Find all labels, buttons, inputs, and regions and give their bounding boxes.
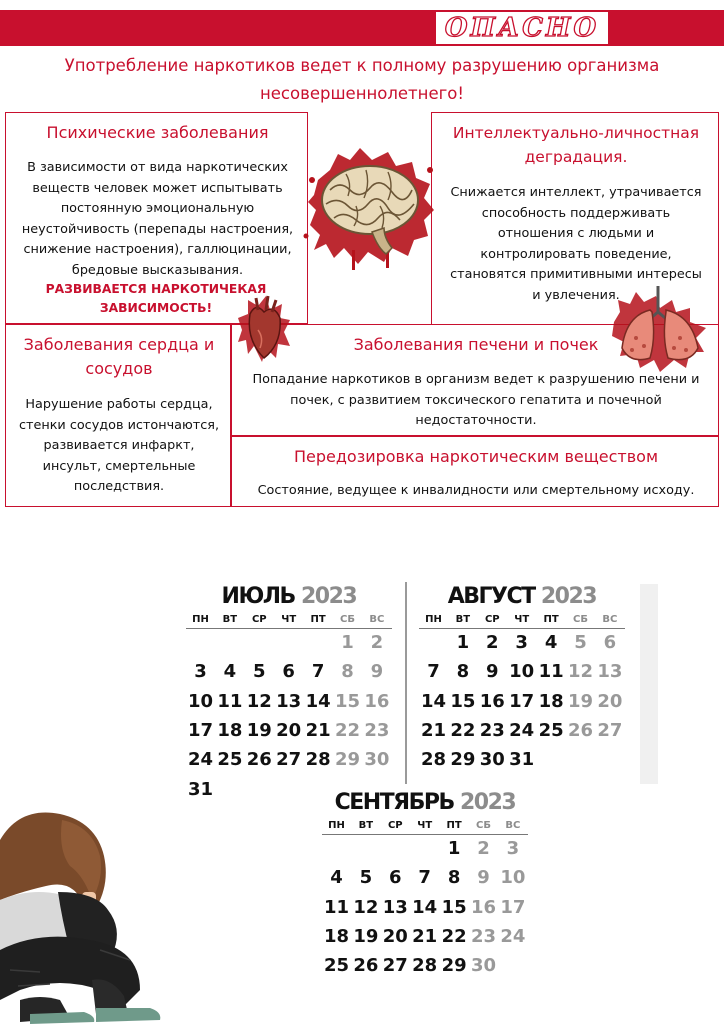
calendar-day: 30 <box>470 955 497 977</box>
body-line: последствия. <box>73 479 165 494</box>
brain-illustration <box>300 140 440 275</box>
calendar-day: 3 <box>515 632 528 653</box>
calendar-day: 26 <box>567 719 594 741</box>
calendar-month-title <box>322 790 528 815</box>
calendar-day: 29 <box>441 955 467 977</box>
month-name: ИЮЛЬ <box>221 584 295 609</box>
body-line: снижение настроения), галлюцинации, <box>23 242 292 257</box>
weekday-label: ПН <box>328 820 345 831</box>
calendar-day: 26 <box>246 749 272 771</box>
alert-line: ЗАВИСИМОСТЬ! <box>99 301 213 315</box>
calendar-day: 8 <box>341 661 354 683</box>
calendar-day: 27 <box>276 749 302 771</box>
weekday-label: ПТ <box>446 820 462 831</box>
weekday-label: ПТ <box>310 614 326 625</box>
calendar-day: 10 <box>187 690 214 712</box>
body-line: В зависимости от вида наркотических <box>27 160 288 175</box>
calendar-day: 13 <box>597 661 623 683</box>
calendar-day: 18 <box>217 719 243 741</box>
calendar-day: 6 <box>389 867 402 889</box>
weekday-label: ПН <box>425 614 442 625</box>
title-line: сосудов <box>85 359 153 378</box>
warning-label: ОПАСНО <box>444 13 600 43</box>
calendar-month-title <box>186 584 392 609</box>
calendar-day: 29 <box>450 749 476 771</box>
calendar-day: 21 <box>412 925 438 947</box>
calendar-day: 23 <box>479 719 505 741</box>
calendar-day: 16 <box>364 690 390 712</box>
calendar-day: 24 <box>500 925 526 947</box>
title-line: деградация. <box>524 148 628 166</box>
card-heart <box>5 324 231 507</box>
calendar-day: 10 <box>509 661 535 683</box>
body-line: веществ человек может испытывать <box>32 180 283 196</box>
calendar-day: 7 <box>311 661 325 683</box>
weekday-label: СР <box>484 614 500 625</box>
calendar-day: 23 <box>364 719 390 741</box>
calendar-day: 26 <box>353 955 379 977</box>
calendar-day: 24 <box>509 719 535 741</box>
calendar-divider <box>405 582 407 784</box>
calendar-day: 29 <box>334 749 361 771</box>
weekday-label: ВТ <box>455 614 471 625</box>
calendar-day: 18 <box>538 690 564 712</box>
weekday-label: СБ <box>340 614 355 625</box>
body-line: становятся примитивными интересы <box>450 267 702 282</box>
card-psychic-title: Психические заболевания <box>46 123 269 142</box>
card-liver-body <box>232 370 720 432</box>
calendar-day: 25 <box>538 719 564 741</box>
calendar-day: 3 <box>194 661 207 683</box>
calendar-day: 7 <box>418 867 431 889</box>
calendar-day: 2 <box>370 632 384 653</box>
calendar-day: 30 <box>364 749 390 771</box>
calendar-day: 1 <box>341 632 354 653</box>
calendar-day: 22 <box>450 719 476 741</box>
calendar-month-title <box>419 584 625 609</box>
calendar-day: 5 <box>359 867 373 889</box>
calendar-day: 11 <box>217 690 243 712</box>
calendar-day: 31 <box>509 749 535 771</box>
calendar-day: 2 <box>477 838 490 859</box>
calendar-day: 9 <box>477 867 490 889</box>
body-line: способность поддерживать <box>481 205 671 221</box>
body-line: неустойчивость (перепады настроения, <box>21 221 294 237</box>
warning-label-box <box>436 12 608 44</box>
weekday-label: ЧТ <box>417 820 433 831</box>
calendar-day: 23 <box>470 925 497 947</box>
card-psychic-body <box>6 158 309 281</box>
calendar-day: 27 <box>382 955 408 977</box>
calendar-day: 20 <box>276 719 302 741</box>
weekday-label: ВТ <box>358 820 374 831</box>
card-overdose-body: Состояние, ведущее к инвалидности или смертельному исходу. <box>257 483 695 498</box>
calendar-day: 20 <box>597 690 623 712</box>
calendar-day: 19 <box>353 925 379 947</box>
lungs-illustration <box>610 282 712 374</box>
card-overdose <box>231 436 719 507</box>
body-line: почек, с развитием токсического гепатита и почечной <box>290 392 662 408</box>
weekday-label: ВТ <box>222 614 238 625</box>
calendar-september <box>322 790 532 977</box>
weekday-divider <box>322 834 528 835</box>
calendar-day: 12 <box>246 690 272 712</box>
calendar-day: 12 <box>353 896 379 918</box>
calendar-day: 4 <box>330 867 343 889</box>
title-line: Заболевания сердца и <box>23 335 215 354</box>
alert-line: РАЗВИВАЕТСЯ НАРКОТИЧЕКАЯ <box>45 282 267 296</box>
calendar-day: 2 <box>486 632 499 653</box>
weekday-label: ЧТ <box>514 614 530 625</box>
body-line: инсульт, смертельные <box>42 458 196 474</box>
weekday-divider <box>186 628 392 629</box>
calendar-day: 7 <box>427 661 440 683</box>
calendar-day: 25 <box>323 955 350 977</box>
calendar-day: 30 <box>479 749 505 771</box>
calendar-day: 28 <box>305 749 331 771</box>
calendar-day: 3 <box>506 838 520 859</box>
calendar-day: 15 <box>441 896 467 918</box>
weekday-label: ВС <box>505 820 521 831</box>
calendar-day: 21 <box>305 719 331 741</box>
calendar-day: 19 <box>246 719 272 741</box>
weekday-label: СР <box>387 820 403 831</box>
calendar-day: 20 <box>382 925 408 947</box>
body-line: контролировать поведение, <box>480 246 672 262</box>
body-line: бредовые высказывания. <box>71 262 244 278</box>
calendar-day: 17 <box>509 690 535 712</box>
body-line: постоянную эмоциональную <box>60 201 255 216</box>
heart-illustration <box>236 290 292 366</box>
calendar-day: 11 <box>323 896 350 918</box>
calendar-day: 28 <box>412 955 438 977</box>
calendar-day: 24 <box>187 749 214 771</box>
calendar-day: 8 <box>447 867 461 889</box>
card-heart-body <box>6 395 232 498</box>
calendar-day: 13 <box>382 896 408 918</box>
page-headline <box>20 52 704 108</box>
calendar-day: 27 <box>597 719 623 741</box>
month-year: 2023 <box>459 790 516 815</box>
weekday-label: СР <box>251 614 267 625</box>
card-overdose-title: Передозировка наркотическим веществом <box>293 447 659 466</box>
calendar-day: 22 <box>334 719 361 741</box>
calendar-day: 6 <box>603 632 617 653</box>
month-year: 2023 <box>540 584 597 609</box>
calendar-day: 17 <box>500 896 526 918</box>
weekday-label: ПТ <box>543 614 559 625</box>
calendar-day: 5 <box>574 632 587 653</box>
headline-line-1: Употребление наркотиков ведет к полному разрушению организма <box>64 56 660 75</box>
calendar-day: 19 <box>567 690 594 712</box>
calendar-day: 1 <box>456 632 470 653</box>
calendar-day: 11 <box>538 661 564 683</box>
calendar-july <box>186 584 396 800</box>
calendar-august <box>419 584 629 784</box>
body-line: Снижается интеллект, утрачивается <box>450 185 702 200</box>
calendar-day: 21 <box>420 719 447 741</box>
body-line: отношения с людьми и <box>497 226 655 241</box>
calendar-day: 14 <box>305 690 331 712</box>
calendar-day: 16 <box>479 690 505 712</box>
sad-teen-illustration <box>0 800 170 1024</box>
calendar-day: 28 <box>420 749 447 771</box>
calendar-day: 5 <box>253 661 266 683</box>
calendar-day: 18 <box>323 925 350 947</box>
card-liver-title: Заболевания печени и почек <box>353 335 599 354</box>
body-line: недостаточности. <box>415 413 537 428</box>
calendar-day: 16 <box>470 896 497 918</box>
month-name: СЕНТЯБРЬ <box>334 790 454 815</box>
top-red-banner <box>0 10 724 46</box>
calendar-day: 14 <box>412 896 438 918</box>
weekday-divider <box>419 628 625 629</box>
card-heart-title <box>6 333 232 381</box>
weekday-label: СБ <box>573 614 588 625</box>
body-line: стенки сосудов истончаются, <box>18 417 220 433</box>
month-year: 2023 <box>301 584 357 609</box>
calendar-day: 6 <box>282 661 295 683</box>
calendar-day: 31 <box>187 778 214 800</box>
weekday-label: СБ <box>476 820 491 831</box>
calendar-day: 17 <box>187 719 214 741</box>
weekday-label: ПН <box>192 614 209 625</box>
calendar-day: 12 <box>567 661 594 683</box>
calendar-day: 8 <box>456 661 470 683</box>
headline-line-2: несовершеннолетнего! <box>259 84 464 103</box>
calendar-day: 22 <box>441 925 467 947</box>
calendar-side-shade <box>640 584 658 784</box>
calendar-day: 4 <box>223 661 237 683</box>
calendar-day: 14 <box>420 690 447 712</box>
calendar-day: 1 <box>447 838 461 859</box>
calendar-day: 9 <box>486 661 499 683</box>
body-line: развивается инфаркт, <box>43 438 195 453</box>
body-line: Попадание наркотиков в организм ведет к разрушению печени и <box>252 372 700 387</box>
calendar-day: 10 <box>500 867 526 889</box>
card-intellect-title <box>432 121 720 169</box>
calendar-day: 15 <box>334 690 361 712</box>
month-name: АВГУСТ <box>447 584 535 609</box>
calendar-day: 4 <box>544 632 558 653</box>
body-line: Нарушение работы сердца, <box>25 397 213 412</box>
calendar-day: 9 <box>370 661 384 683</box>
weekday-label: ЧТ <box>281 614 297 625</box>
calendar-day: 15 <box>450 690 476 712</box>
calendar-day: 25 <box>217 749 243 771</box>
body-line: и увлечения. <box>532 287 620 303</box>
weekday-label: ВС <box>602 614 618 625</box>
title-line: Интеллектуально-личностная <box>452 124 700 142</box>
weekday-label: ВС <box>369 614 385 625</box>
calendar-day: 13 <box>276 690 302 712</box>
